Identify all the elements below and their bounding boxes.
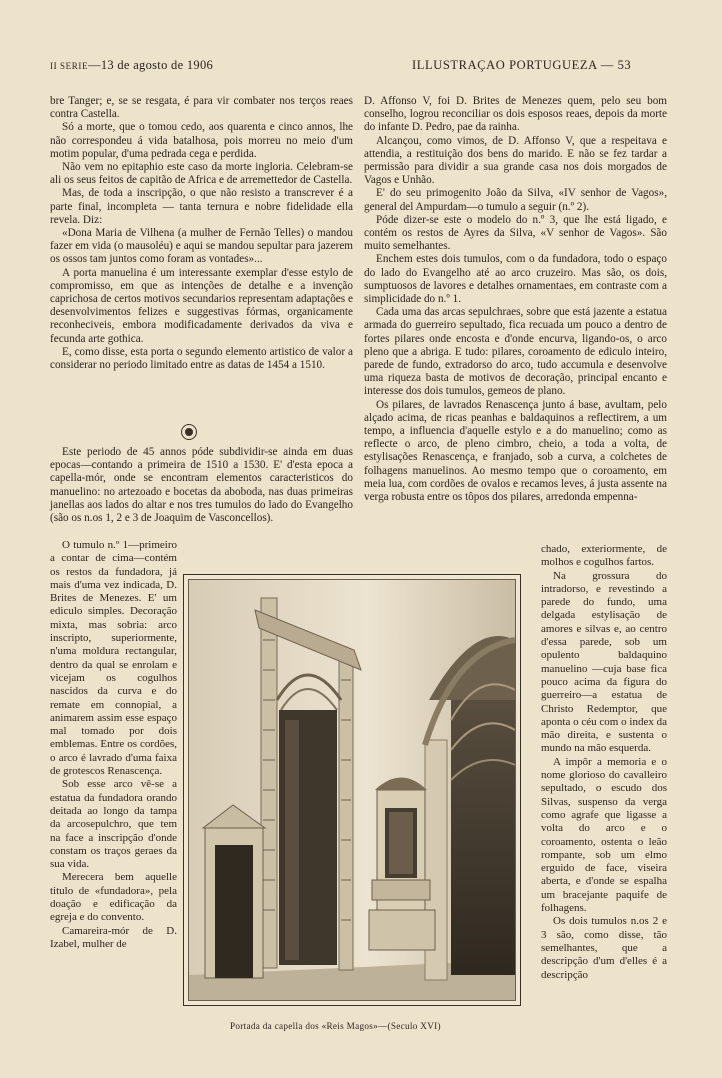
paragraph: Na grossura do intradorso, e revestindo a parede do fundo, uma delgada estylisação de amores e silvas e, ao centro d'essa parede, sob um opulento baldaquino manuelino —cuja base fica pouco acima da figura do guerreiro—a estatua de Christo Redemptor, que aponta o céu com o index da mão direita, e sustenta o mundo na mão esquerda. [541, 569, 667, 755]
paragraph: D. Affonso V, foi D. Brites de Menezes quem, pelo seu bom conselho, logrou reconciliar os dois esposos reaes, depois da morte do infante D. Pedro, pae da rainha. [364, 95, 667, 134]
paragraph: Este periodo de 45 annos póde subdividir-se ainda em duas epocas—contando a primeira de 1510 a 1530. E' d'esta epoca a capella-mór, onde se encontram elementos caracteristicos do manuelino: no artezoado e bocetas da aboboda, nas duas primeiras janellas aos lados do altar e nos tres tumulos do lado do Evangelho (são os n.os 1, 2 e 3 de Joaquim de Vasconcellos). [50, 446, 353, 525]
paragraph: Alcançou, como vimos, de D. Affonso V, que a respeitava e attendia, a restituição dos bens do marido. E não se fez tardar a permissão para dividir a sua grande casa nos dois morgados de Vagos e Unhão. [364, 134, 667, 187]
paragraph: Merecera bem aquelle titulo de «fundadora», pela doação e edificação da egreja e do convento. [50, 871, 177, 924]
paragraph: Não vem no epitaphio este caso da morte ingloria. Celebram-se ali os seus feitos de capitão de Africa e de arremettedor de Castella. [50, 161, 353, 187]
paragraph: Só a morte, que o tomou cedo, aos quarenta e cinco annos, lhe não correspondeu á vida batalhosa, pois morreu no meio d'um motim popular, d'uma pedrada cega e perdida. [50, 121, 353, 160]
paragraph: Cada uma das arcas sepulchraes, sobre que está jazente a estatua armada do guerreiro sepultado, fica recuada um pouco a dentro de fortes pilares onde encosta e d'onde encurva, ligando-os, o arco pleno que a abriga. E tudo: pilares, coroamento de ediculo inteiro, parede de fundo, extradorso do arco, tudo accumula e desenvolve uma riqueza basta de motivos de decoração, principal encanto e interesse dos dois tumulos, gemeos de plano. [364, 306, 667, 398]
series-label: II SERIE [50, 61, 89, 71]
issue-date: —13 de agosto de 1906 [88, 58, 214, 72]
paragraph: Os dois tumulos n.os 2 e 3 são, como disse, tão semelhantes, que a descripção d'um d'elles é a descripção [541, 915, 667, 981]
paragraph: A porta manuelina é um interessante exemplar d'esse estylo de compromisso, em que as intenções de detalhe e a invenção caprichosa de certos motivos secundarios representam adaptações e desenvolvimentos felizes e suggestivas fórmas, organicamente reconheciveis, embora modificadamente derivados da viva e fecunda arte gothica. [50, 266, 353, 345]
left-column-middle [50, 446, 353, 525]
paragraph: A impôr a memoria e o nome glorioso do cavalleiro sepultado, o escudo dos Silvas, suspenso da verga como agrafe que ligasse a volta do arco e o coroamento, ostenta o leão rompante, sob um elmo erguido de face, viseira aberta, e d'onde se espalha um bracejante paquife de folhagens. [541, 755, 667, 915]
left-column-narrow [50, 539, 177, 951]
paragraph: O tumulo n.º 1—primeiro a contar de cima—contém os restos da fundadora, já mais d'uma vez indicada, D. Brites de Menezes. E' um ediculo simples. Decoração mixta, mas sobria: arco inscripto, superiormente, n'uma moldura rectangular, dentro da qual se enrolam e vicejam os cogulhos nascidos da curva e do remate em connopial, a animarem assim esse espaço mal tomado por dois emblemas. Entre os cordões, o arco é lavrado d'uma faixa de grotescos Renascença. [50, 539, 177, 778]
paragraph: Póde dizer-se este o modelo do n.º 3, que lhe está ligado, e contém os restos de Ayres da Silva, «V senhor de Vagos». São muito semelhantes. [364, 213, 667, 253]
paragraph: Mas, de toda a inscripção, o que não resisto a transcrever é a parte final, incompleta — tanta ternura e nobre fidelidade ella revela. Diz: [50, 187, 353, 226]
paragraph: Enchem estes dois tumulos, com o da fundadora, todo o espaço do lado do Evangelho até ao arco cruzeiro. Mas são, os dois, sumptuosos de lavores e detalhes ornamentaes, em contraste com a simplicidade do n.º 1. [364, 253, 667, 306]
bullseye-ornament-icon [181, 424, 197, 440]
paragraph: E' do seu primogenito João da Silva, «IV senhor de Vagos», general del Ampurdam—o tumulo a seguir (n.º 2). [364, 187, 667, 213]
paragraph: Camareira-mór de D. Izabel, mulher de [50, 924, 177, 950]
photo-area [188, 579, 516, 1001]
photo-caption: Portada da capella dos «Reis Magos»—(Seculo XVI) [230, 1021, 441, 1031]
paragraph: bre Tanger; e, se se resgata, é para vir combater nos terços reaes contra Castella. [50, 95, 353, 121]
paragraph: chado, exteriormente, de molhos e cogulhos fartos. [541, 543, 667, 569]
chapel-portal-illustration [189, 580, 515, 1000]
paragraph: «Dona Maria de Vilhena (a mulher de Fernão Telles) o mandou fazer em vida (o mausoléu) e aqui se mandou sepultar para jazerem os ossos tam juntos como foram as vontades»... [50, 227, 353, 266]
right-column-narrow [541, 543, 667, 982]
running-header-right: ILLUSTRAÇAO PORTUGUEZA — 53 [412, 58, 632, 72]
left-column-top [50, 95, 353, 372]
chapel-portal-photograph [183, 574, 521, 1006]
paragraph: Os pilares, de lavrados Renascença junto á base, avultam, pelo alçado acima, de ricas peanhas e baldaquinos a reflectirem, a um tempo, a influencia d'aquelle estylo e a do manuelino; como as reflecte o arco, de pleno cimbro, cheio, a toda a volta, de estylisações Renascença, e franjado, sob a curva, a colchetes de folhagens manuelinos. Ao mesmo tempo que o coroamento, em meia lua, com cordões de ovalos e recamos leves, á justa assente na verga robusta entre os tôpos dos pilares, arredonda empenna- [364, 398, 667, 504]
paragraph: Sob esse arco vê-se a estatua da fundadora orando deitada ao longo da tampa da arcosepulchro, que tem na face a inscripção d'onde constam os traços geraes da sua vida. [50, 778, 177, 871]
running-header-left [50, 58, 213, 73]
right-column-top [364, 95, 667, 504]
paragraph: E, como disse, esta porta o segundo elemento artistico de valor a considerar no periodo limitado entre as datas de 1454 a 1510. [50, 345, 353, 372]
